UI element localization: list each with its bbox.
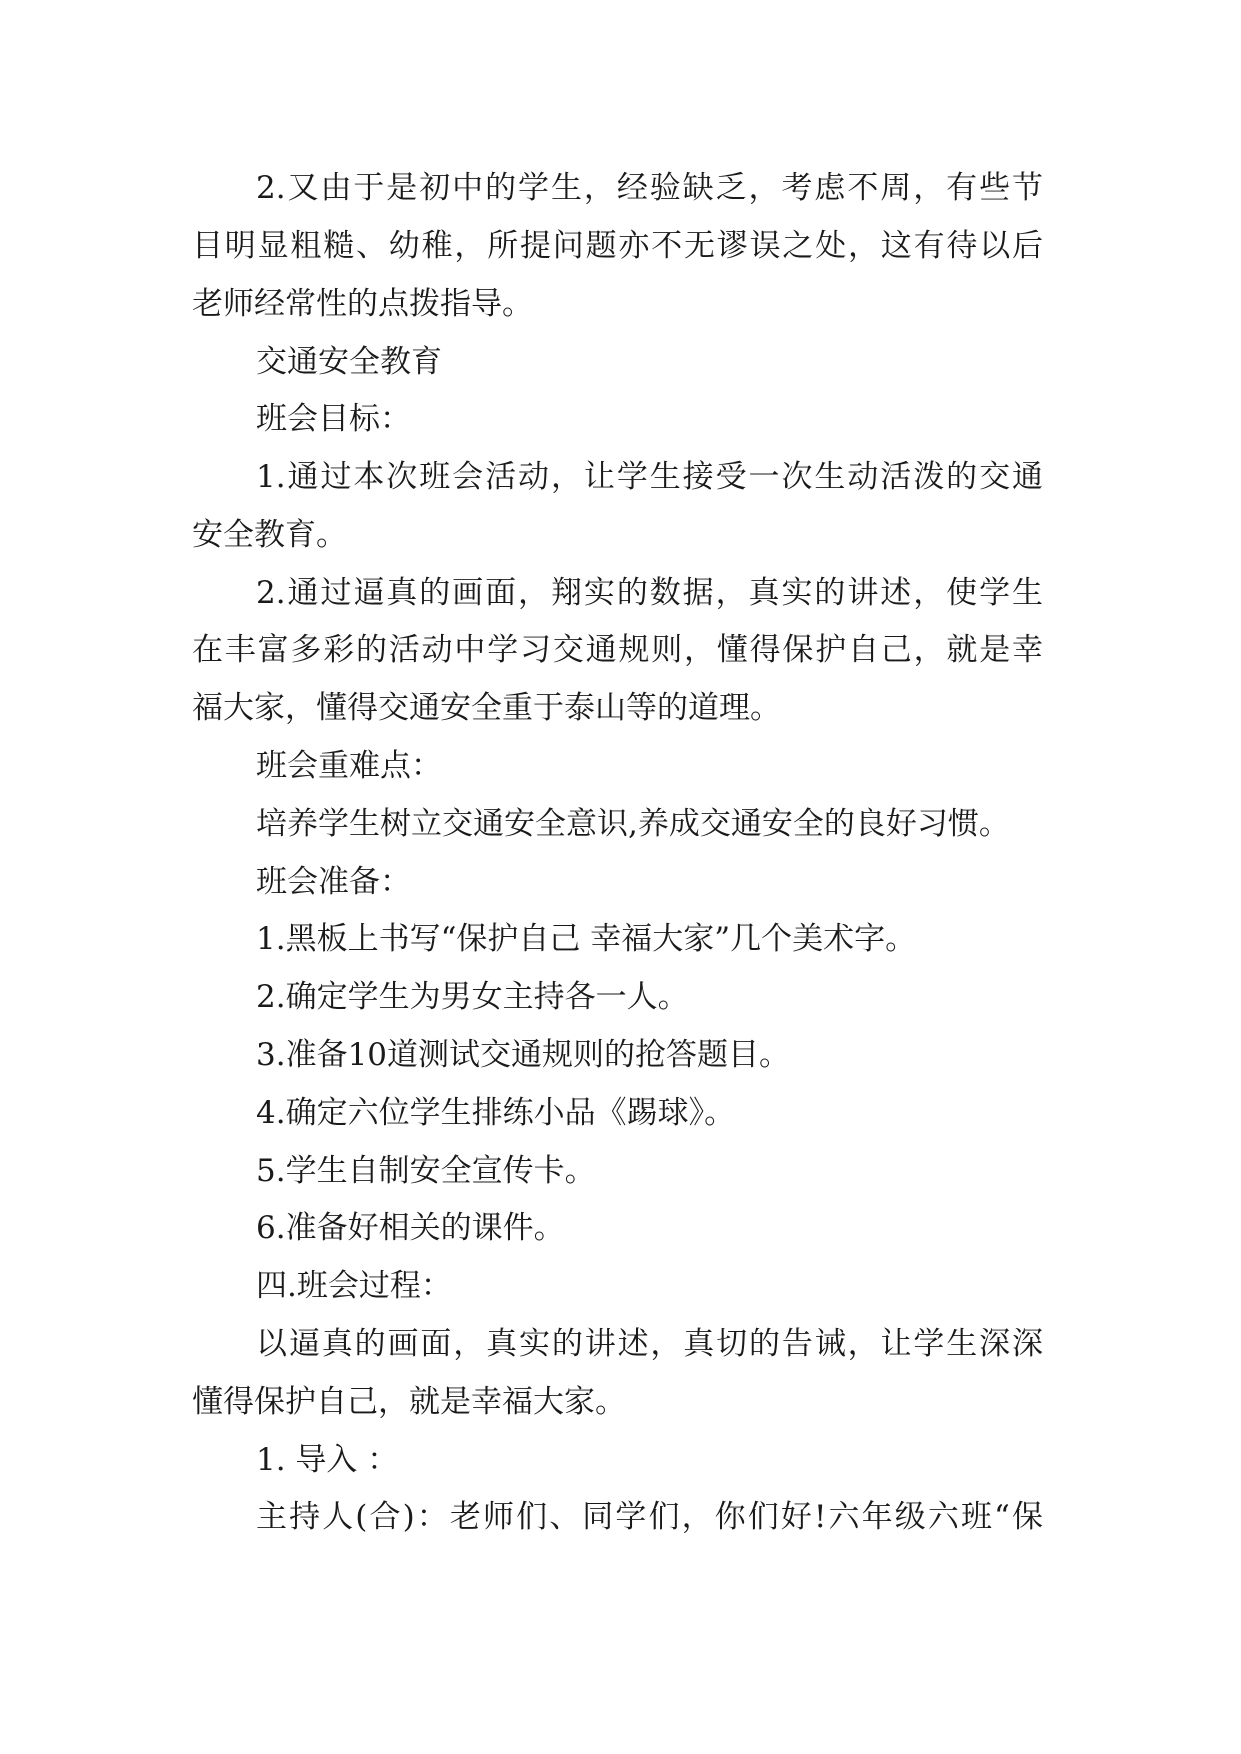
list-item: 1. 导入 ： (256, 1442, 399, 1478)
list-item: 5.学生自制安全宣传卡。 (256, 1153, 596, 1189)
subheading: 班会重难点： (256, 748, 442, 784)
paragraph-line: 懂得保护自己，就是幸福大家。 (192, 1384, 626, 1420)
paragraph-line: 福大家，懂得交通安全重于泰山等的道理。 (192, 690, 781, 726)
paragraph-line: 以逼真的画面，真实的讲述，真切的告诫，让学生深深 (256, 1326, 1043, 1362)
paragraph-line: 在丰富多彩的活动中学习交通规则，懂得保护自己，就是幸 (192, 632, 1043, 668)
paragraph-line: 培养学生树立交通安全意识,养成交通安全的良好习惯。 (256, 806, 1010, 842)
list-item: 1.通过本次班会活动，让学生接受一次生动活泼的交通 (256, 459, 1043, 495)
subheading: 班会准备： (256, 864, 411, 900)
paragraph-line: 主持人(合)：老师们、同学们，你们好!六年级六班“保 (256, 1499, 1043, 1535)
subheading: 四.班会过程： (256, 1268, 452, 1304)
section-heading: 交通安全教育 (256, 344, 442, 380)
list-item: 6.准备好相关的课件。 (256, 1210, 565, 1246)
list-item: 2.通过逼真的画面，翔实的数据，真实的讲述，使学生 (256, 575, 1043, 611)
list-item: 4.确定六位学生排练小品《踢球》。 (256, 1095, 736, 1131)
paragraph-line: 目明显粗糙、幼稚，所提问题亦不无谬误之处，这有待以后 (192, 228, 1043, 264)
list-item: 1.黑板上书写“保护自己 幸福大家”几个美术字。 (256, 921, 917, 957)
paragraph-line: 老师经常性的点拨指导。 (192, 286, 533, 322)
paragraph-line: 2.又由于是初中的学生，经验缺乏，考虑不周，有些节 (256, 170, 1043, 206)
subheading: 班会目标： (256, 401, 411, 437)
list-item: 2.确定学生为男女主持各一人。 (256, 979, 689, 1015)
list-item: 3.准备10道测试交通规则的抢答题目。 (256, 1037, 791, 1073)
paragraph-line: 安全教育。 (192, 517, 347, 553)
